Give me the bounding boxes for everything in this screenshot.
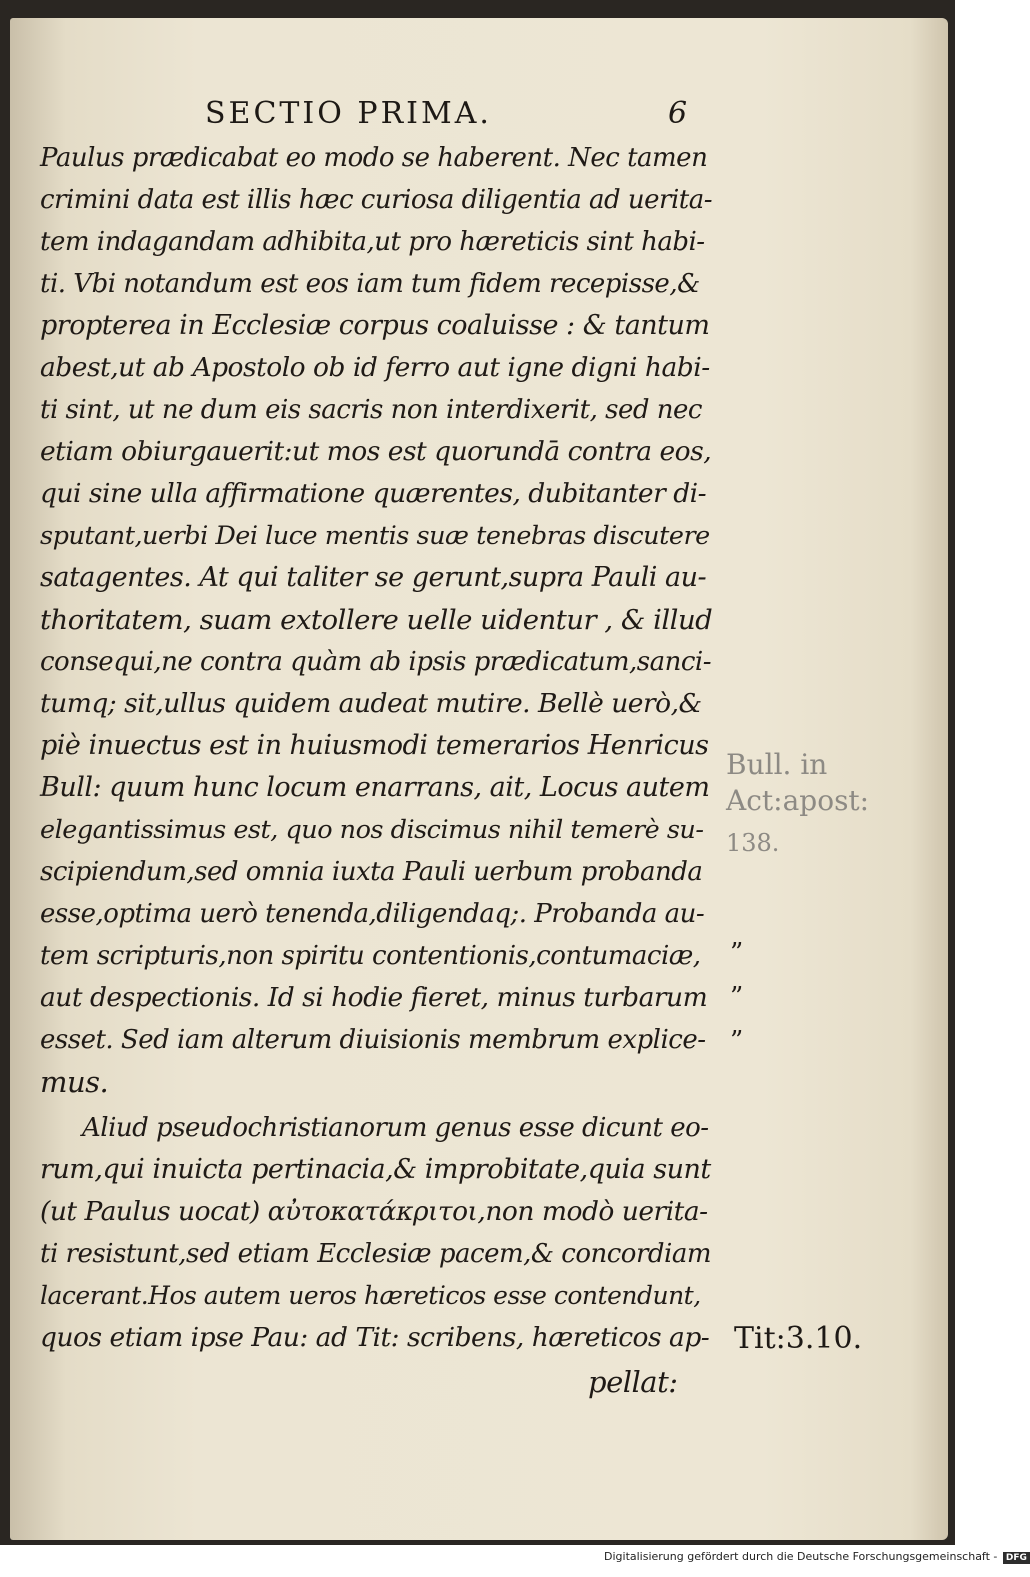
text-line: Paulus prædicabat eo modo se haberent. Nec tamen	[40, 143, 708, 173]
text-line: tem scripturis,non spiritu contentionis,contumaciæ,	[40, 941, 701, 971]
text-line: pellat:	[588, 1365, 678, 1399]
quote-mark: ”	[730, 1026, 744, 1056]
text-line: Aliud pseudochristianorum genus esse dicunt eo-	[82, 1113, 709, 1143]
text-line: Bull: quum hunc locum enarrans, ait, Locus autem	[40, 772, 710, 803]
text-line: tem indagandam adhibita,ut pro hæreticis sint habi-	[40, 227, 705, 257]
text-line: etiam obiurgauerit:ut mos est quorundā contra eos,	[40, 436, 712, 467]
text-line: abest,ut ab Apostolo ob id ferro aut igne digni habi-	[40, 352, 710, 383]
text-line: (ut Paulus uocat) αὐτοκατάκριτοι,non modò uerita-	[40, 1196, 708, 1227]
text-line: ti resistunt,sed etiam Ecclesiæ pacem,& concordiam	[40, 1239, 712, 1269]
folio-number: 6	[668, 96, 688, 131]
text-line: aut despectionis. Id si hodie fieret, minus turbarum	[40, 982, 708, 1013]
text-line: ti. Vbi notandum est eos iam tum fidem recepisse,&	[40, 269, 700, 299]
quote-mark: ”	[730, 938, 744, 968]
text-line: propterea in Ecclesiæ corpus coaluisse : & tantum	[40, 310, 710, 341]
text-line: piè inuectus est in huiusmodi temerarios Henricus	[40, 730, 709, 761]
digitization-credit	[604, 1550, 1030, 1564]
running-header: SECTIO PRIMA.	[205, 96, 492, 131]
margin-note-bull: Act:apost:	[726, 784, 870, 817]
text-line: esse,optima uerò tenenda,diligendaq;. Probanda au-	[40, 899, 705, 929]
text-line: elegantissimus est, quo nos discimus nihil temerè su-	[40, 815, 704, 845]
text-line: qui sine ulla affirmatione quærentes, dubitanter di-	[40, 478, 707, 509]
text-line: satagentes. At qui taliter se gerunt,supra Pauli au-	[40, 562, 707, 593]
margin-note-tit: Tit:3.10.	[734, 1321, 863, 1356]
text-line: sputant,uerbi Dei luce mentis suæ tenebras discutere	[40, 521, 710, 551]
text-line: scipiendum,sed omnia iuxta Pauli uerbum probanda	[40, 857, 703, 887]
text-line: esset. Sed iam alterum diuisionis membrum explice-	[40, 1025, 706, 1055]
text-line: crimini data est illis hæc curiosa diligentia ad uerita-	[40, 185, 713, 215]
margin-note-bull: 138.	[726, 829, 780, 857]
margin-note-bull: Bull. in	[726, 748, 828, 781]
text-line: rum,qui inuicta pertinacia,& improbitate,quia sunt	[40, 1154, 711, 1185]
text-line: tumq; sit,ullus quidem audeat mutire. Bellè uerò,&	[40, 688, 702, 719]
text-line: lacerant.Hos autem ueros hæreticos esse contendunt,	[40, 1281, 701, 1310]
text-line: consequi,ne contra quàm ab ipsis prædicatum,sanci-	[40, 647, 711, 677]
quote-mark: ”	[730, 982, 744, 1012]
text-line: mus.	[40, 1065, 109, 1099]
text-line: ti sint, ut ne dum eis sacris non interdixerit, sed nec	[40, 395, 702, 425]
text-line: thoritatem, suam extollere uelle uidentur , & illud	[40, 604, 713, 636]
dfg-logo: DFG	[1003, 1552, 1030, 1564]
credit-text: Digitalisierung gefördert durch die Deutsche Forschungsgemeinschaft -	[604, 1550, 998, 1563]
text-line: quos etiam ipse Pau: ad Tit: scribens, hæreticos ap-	[40, 1322, 710, 1353]
